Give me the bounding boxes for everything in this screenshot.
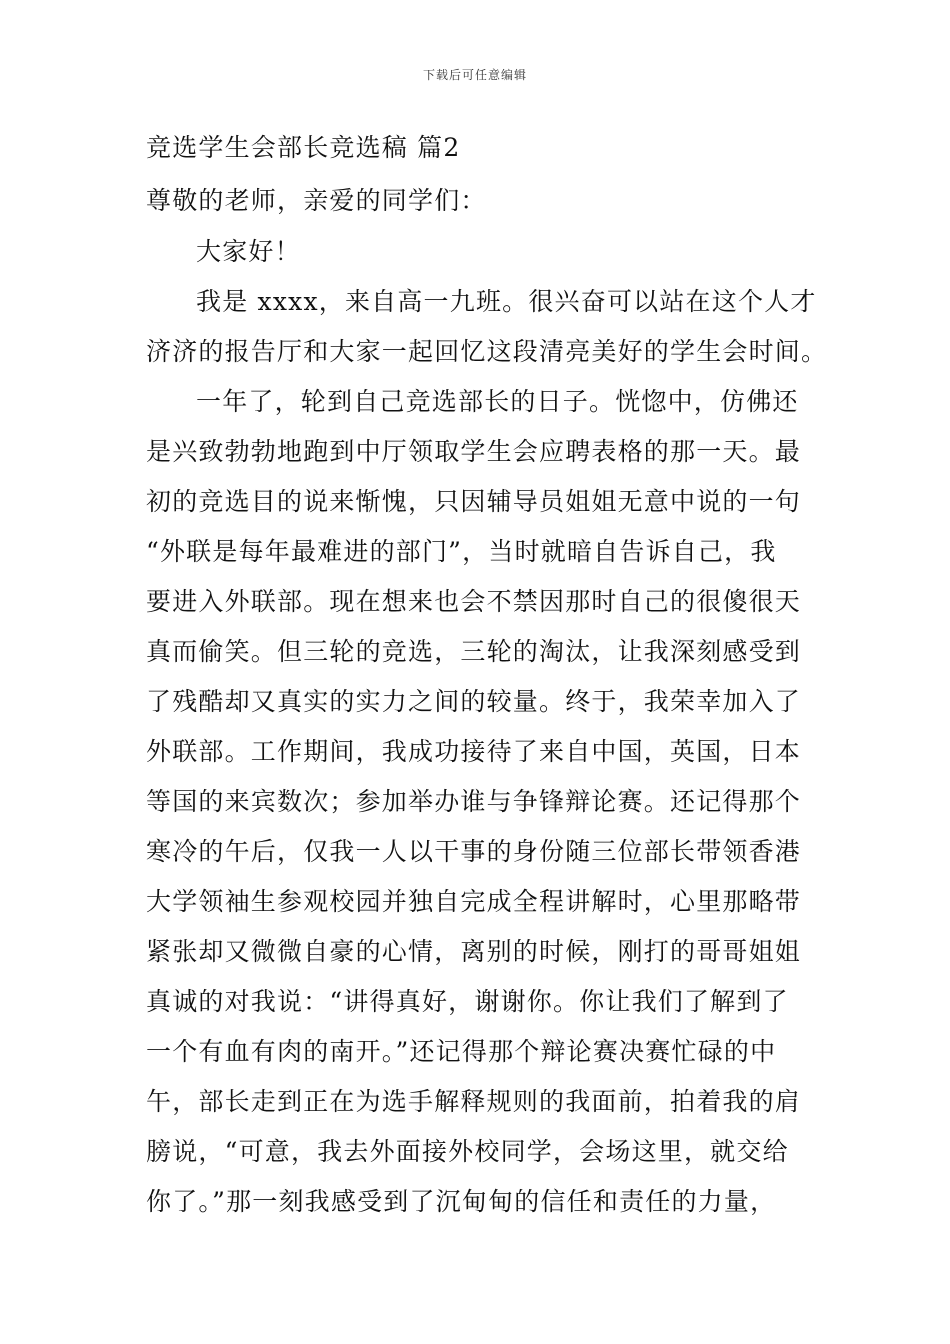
paragraph-line: 真诚的对我说：“讲得真好，谢谢你。你让我们了解到了 [146, 987, 789, 1016]
paragraph-line: 大学领袖生参观校园并独自完成全程讲解时，心里那略带 [146, 887, 802, 916]
document-title: 竞选学生会部长竞选稿 篇2 [146, 133, 461, 162]
paragraph-line: 要进入外联部。现在想来也会不禁因那时自己的很傻很天 [146, 587, 802, 616]
paragraph-line: “外联是每年最难进的部门”，当时就暗自告诉自己，我 [146, 537, 777, 566]
paragraph-line: 济济的报告厅和大家一起回忆这段清亮美好的学生会时间。 [146, 337, 828, 366]
paragraph-line: 一年了，轮到自己竞选部长的日子。恍惚中，仿佛还 [196, 387, 799, 416]
paragraph-line: 午，部长走到正在为选手解释规则的我面前，拍着我的肩 [146, 1087, 802, 1116]
paragraph-line: 你了。”那一刻我感受到了沉甸甸的信任和责任的力量， [146, 1187, 777, 1216]
paragraph-line: 紧张却又微微自豪的心情，离别的时候，刚打的哥哥姐姐 [146, 937, 802, 966]
greeting: 大家好！ [196, 237, 301, 266]
page-header-note: 下载后可任意编辑 [422, 68, 527, 82]
paragraph-line: 真而偷笑。但三轮的竞选，三轮的淘汰，让我深刻感受到 [146, 637, 802, 666]
salutation: 尊敬的老师，亲爱的同学们： [146, 186, 487, 215]
paragraph-line: 我是 xxxx，来自高一九班。很兴奋可以站在这个人才 [196, 287, 817, 316]
paragraph-line: 了残酷却又真实的实力之间的较量。终于，我荣幸加入了 [146, 687, 802, 716]
paragraph-line: 一个有血有肉的南开。”还记得那个辩论赛决赛忙碌的中 [146, 1037, 777, 1066]
paragraph-line: 寒冷的午后，仅我一人以干事的身份随三位部长带领香港 [146, 837, 802, 866]
paragraph-line: 膀说，“可意，我去外面接外校同学，会场这里，就交给 [146, 1137, 789, 1166]
paragraph-line: 是兴致勃勃地跑到中厅领取学生会应聘表格的那一天。最 [146, 437, 802, 466]
paragraph-line: 等国的来宾数次；参加举办谁与争锋辩论赛。还记得那个 [146, 787, 802, 816]
paragraph-line: 外联部。工作期间，我成功接待了来自中国，英国，日本 [146, 737, 802, 766]
paragraph-line: 初的竞选目的说来惭愧，只因辅导员姐姐无意中说的一句 [146, 487, 802, 516]
